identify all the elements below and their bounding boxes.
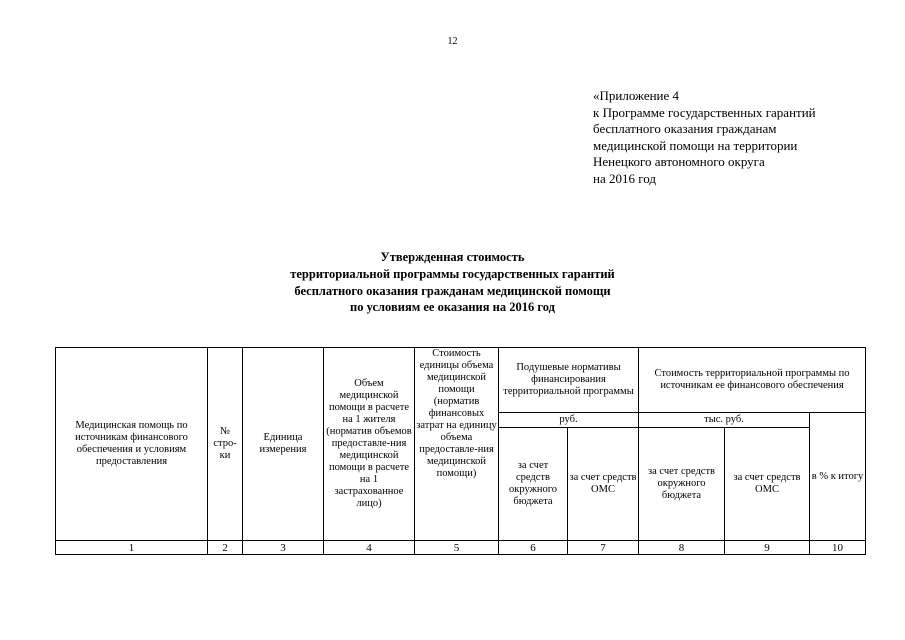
header-unit: Единица измерения — [243, 348, 324, 541]
header-unit-thousand-rub: тыс. руб. — [639, 413, 810, 428]
appendix-header — [593, 88, 816, 187]
appendix-line: «Приложение 4 — [593, 88, 680, 103]
appendix-line: на 2016 год — [593, 170, 656, 186]
appendix-line: к Программе государственных гарантий — [593, 104, 816, 120]
document-title — [0, 249, 905, 316]
title-line: территориальной программы государственных гарантий — [290, 266, 615, 281]
cost-table — [55, 347, 866, 555]
column-number: 10 — [810, 541, 866, 555]
header-per-capita-norms: Подушевые нормативы финансирования территориальной программы — [499, 348, 639, 413]
column-number: 6 — [499, 541, 568, 555]
column-number: 8 — [639, 541, 725, 555]
column-number: 2 — [208, 541, 243, 555]
title-line: Утвержденная стоимость — [380, 250, 525, 264]
header-volume: Объем медицинской помощи в расчете на 1 жителя (норматив объемов предоставле-ния медицинской помощи в расчете на 1 застрахованное лицо) — [324, 348, 415, 541]
header-norm-regional-budget: за счет средств окружного бюджета — [499, 428, 568, 541]
appendix-line: Ненецкого автономного округа — [593, 154, 765, 169]
column-number: 1 — [56, 541, 208, 555]
column-number: 7 — [568, 541, 639, 555]
header-norm-oms: за счет средств ОМС — [568, 428, 639, 541]
header-unit-cost: Стоимость единицы объема медицинской помощи (норматив финансовых затрат на единицу объема предоставле-ния медицинской помощи) — [415, 348, 499, 541]
title-line: бесплатного оказания гражданам медицинской помощи — [294, 283, 611, 298]
header-percent-total: в % к итогу — [810, 413, 866, 541]
appendix-line: медицинской помощи на территории — [593, 137, 798, 153]
column-number: 5 — [415, 541, 499, 555]
header-unit-rub: руб. — [499, 413, 639, 428]
header-row-number: № стро-ки — [208, 348, 243, 541]
column-numbers-row — [56, 541, 866, 555]
header-cost-oms: за счет средств ОМС — [725, 428, 810, 541]
title-line: по условиям ее оказания на 2016 год — [350, 300, 555, 315]
page-number: 12 — [447, 36, 458, 47]
column-number: 3 — [243, 541, 324, 555]
column-number: 9 — [725, 541, 810, 555]
header-program-cost: Стоимость территориальной программы по источникам ее финансового обеспечения — [639, 348, 866, 413]
column-number: 4 — [324, 541, 415, 555]
header-medical-care: Медицинская помощь по источникам финансового обеспечения и условиям предоставления — [56, 348, 208, 541]
header-cost-regional-budget: за счет средств окружного бюджета — [639, 428, 725, 541]
appendix-line: бесплатного оказания гражданам — [593, 121, 777, 136]
